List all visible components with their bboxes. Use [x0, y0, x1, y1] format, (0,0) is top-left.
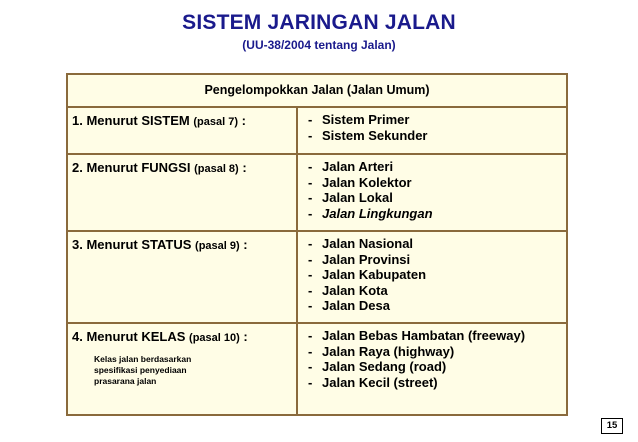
- list-item: - Jalan Arteri: [308, 159, 394, 174]
- page-number: 15: [601, 418, 623, 434]
- items-cell: [298, 108, 566, 153]
- list-item: - Jalan Nasional: [308, 236, 414, 251]
- list-item: - Jalan Lokal: [308, 190, 393, 205]
- list-item: - Jalan Sedang (road): [308, 359, 447, 374]
- list-item: - Jalan Kolektor: [308, 174, 412, 190]
- items-cell: [298, 324, 566, 414]
- table-row-kelas: [68, 324, 566, 414]
- table-row-sistem: [68, 108, 566, 155]
- items-cell: [298, 155, 566, 230]
- table-header: Pengelompokkan Jalan (Jalan Umum): [68, 75, 566, 108]
- criterion-cell: [68, 155, 298, 230]
- list-item: - Jalan Provinsi: [308, 251, 411, 267]
- pasal-ref: (pasal 8): [194, 163, 239, 175]
- slide-subtitle: (UU-38/2004 tentang Jalan): [242, 38, 396, 52]
- list-item: - Sistem Sekunder: [308, 127, 428, 143]
- list-item: - Jalan Desa: [308, 298, 390, 313]
- table-row-fungsi: [68, 155, 566, 232]
- criterion-cell: [68, 108, 298, 153]
- pasal-ref: (pasal 10): [189, 332, 240, 344]
- table-row-status: [68, 232, 566, 324]
- list-item: - Jalan Kabupaten: [308, 267, 427, 282]
- classification-table: [66, 73, 568, 416]
- kelas-note: Kelas jalan berdasarkan spesifikasi penyediaan prasarana jalan: [94, 354, 192, 386]
- pasal-ref: (pasal 9): [195, 240, 240, 252]
- list-item: - Jalan Kecil (street): [308, 374, 438, 390]
- pasal-ref: (pasal 7): [193, 116, 238, 128]
- list-item: - Jalan Lingkungan: [308, 205, 433, 221]
- list-item: - Jalan Kota: [308, 282, 388, 298]
- criterion-label: 4. Menurut KELAS (pasal 10) :: [72, 329, 248, 344]
- slide-title: SISTEM JARINGAN JALAN: [182, 11, 456, 34]
- list-item: - Jalan Bebas Hambatan (freeway): [308, 328, 526, 343]
- list-item: - Jalan Raya (highway): [308, 343, 455, 359]
- criterion-label: 3. Menurut STATUS (pasal 9) :: [72, 237, 248, 252]
- criterion-cell: [68, 324, 298, 414]
- criterion-cell: [68, 232, 298, 322]
- list-item: - Sistem Primer: [308, 112, 410, 127]
- items-cell: [298, 232, 566, 322]
- criterion-label: 2. Menurut FUNGSI (pasal 8) :: [72, 160, 247, 175]
- criterion-label: 1. Menurut SISTEM (pasal 7) :: [72, 113, 246, 128]
